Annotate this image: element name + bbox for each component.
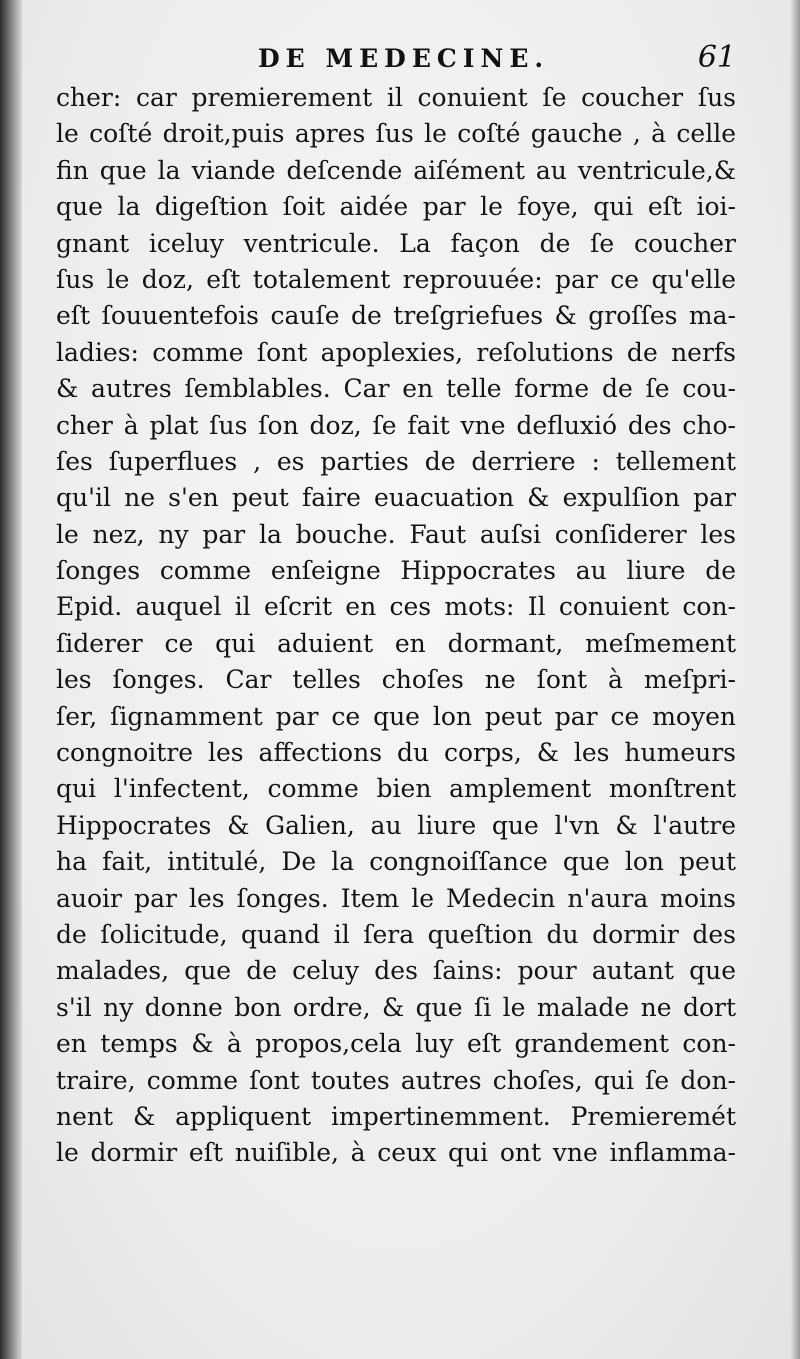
text-line: malades, que de celuy des ſains: pour autant que — [56, 956, 736, 986]
text-line: ſes ſuperflues , es parties de derriere : tellement — [56, 446, 736, 476]
text-line: cher à plat ſus ſon doz, ſe fait vne defluxió des cho- — [56, 410, 736, 440]
text-line: nent & appliquent impertinemment. Premieremét — [56, 1101, 736, 1131]
text-line: les ſonges. Car telles choſes ne ſont à meſpri- — [56, 665, 736, 695]
text-line: Epid. auquel il eſcrit en ces mots: Il conuient con- — [56, 592, 736, 622]
text-line: ſus le doz, eſt totalement reprouuée: par ce qu'elle — [56, 264, 736, 294]
text-line: congnoitre les affections du corps, & les humeurs — [56, 738, 736, 768]
text-line: ſonges comme enſeigne Hippocrates au liure de — [56, 556, 736, 586]
text-line: cher: car premierement il conuient ſe coucher ſus — [56, 83, 736, 112]
text-line: & autres ſemblables. Car en telle forme de ſe cou- — [56, 374, 736, 404]
running-title: DE MEDECINE. — [258, 44, 550, 73]
text-line: le dormir eſt nuiſible, à ceux qui ont vne inflamma- — [56, 1138, 736, 1168]
body-text — [56, 80, 736, 1172]
text-line: que la digeſtion ſoit aidée par le foye, qui eſt ioi- — [56, 192, 736, 222]
text-line: en temps & à propos,cela luy eſt grandement con- — [56, 1029, 736, 1059]
text-line: le coſté droit,puis apres ſus le coſté gauche , à celle — [56, 119, 736, 149]
text-line: s'il ny donne bon ordre, & que ſi le malade ne dort — [56, 992, 736, 1022]
text-line: de ſolicitude, quand il ſera queſtion du dormir des — [56, 919, 736, 949]
text-line: gnant iceluy ventricule. La façon de ſe coucher — [56, 228, 736, 258]
page-header — [60, 40, 740, 80]
text-line: ladies: comme ſont apoplexies, reſolutions de nerfs — [56, 337, 736, 367]
page-number: 61 — [697, 40, 736, 75]
text-line: eſt ſouuentefois cauſe de treſgriefues & groſſes ma- — [56, 301, 736, 331]
text-line: ſer, ſignamment par ce que lon peut par ce moyen — [56, 701, 736, 731]
text-line: fin que la viande deſcende aiſément au ventricule,& — [56, 155, 736, 185]
text-line: ha fait, intitulé, De la congnoiſſance que lon peut — [56, 847, 736, 877]
text-line: traire, comme ſont toutes autres choſes, qui ſe don- — [56, 1065, 736, 1095]
page-edge — [790, 0, 800, 1359]
text-line: Hippocrates & Galien, au liure que l'vn & l'autre — [56, 810, 736, 840]
text-line: le nez, ny par la bouche. Faut auſsi conſiderer les — [56, 519, 736, 549]
text-line: auoir par les ſonges. Item le Medecin n'aura moins — [56, 883, 736, 913]
text-line: ſiderer ce qui aduient en dormant, meſmement — [56, 628, 736, 658]
text-line: qu'il ne s'en peut faire euacuation & expulſion par — [56, 483, 736, 513]
text-line: qui l'infectent, comme bien amplement monſtrent — [56, 774, 736, 804]
page-gutter-shadow — [0, 0, 22, 1359]
